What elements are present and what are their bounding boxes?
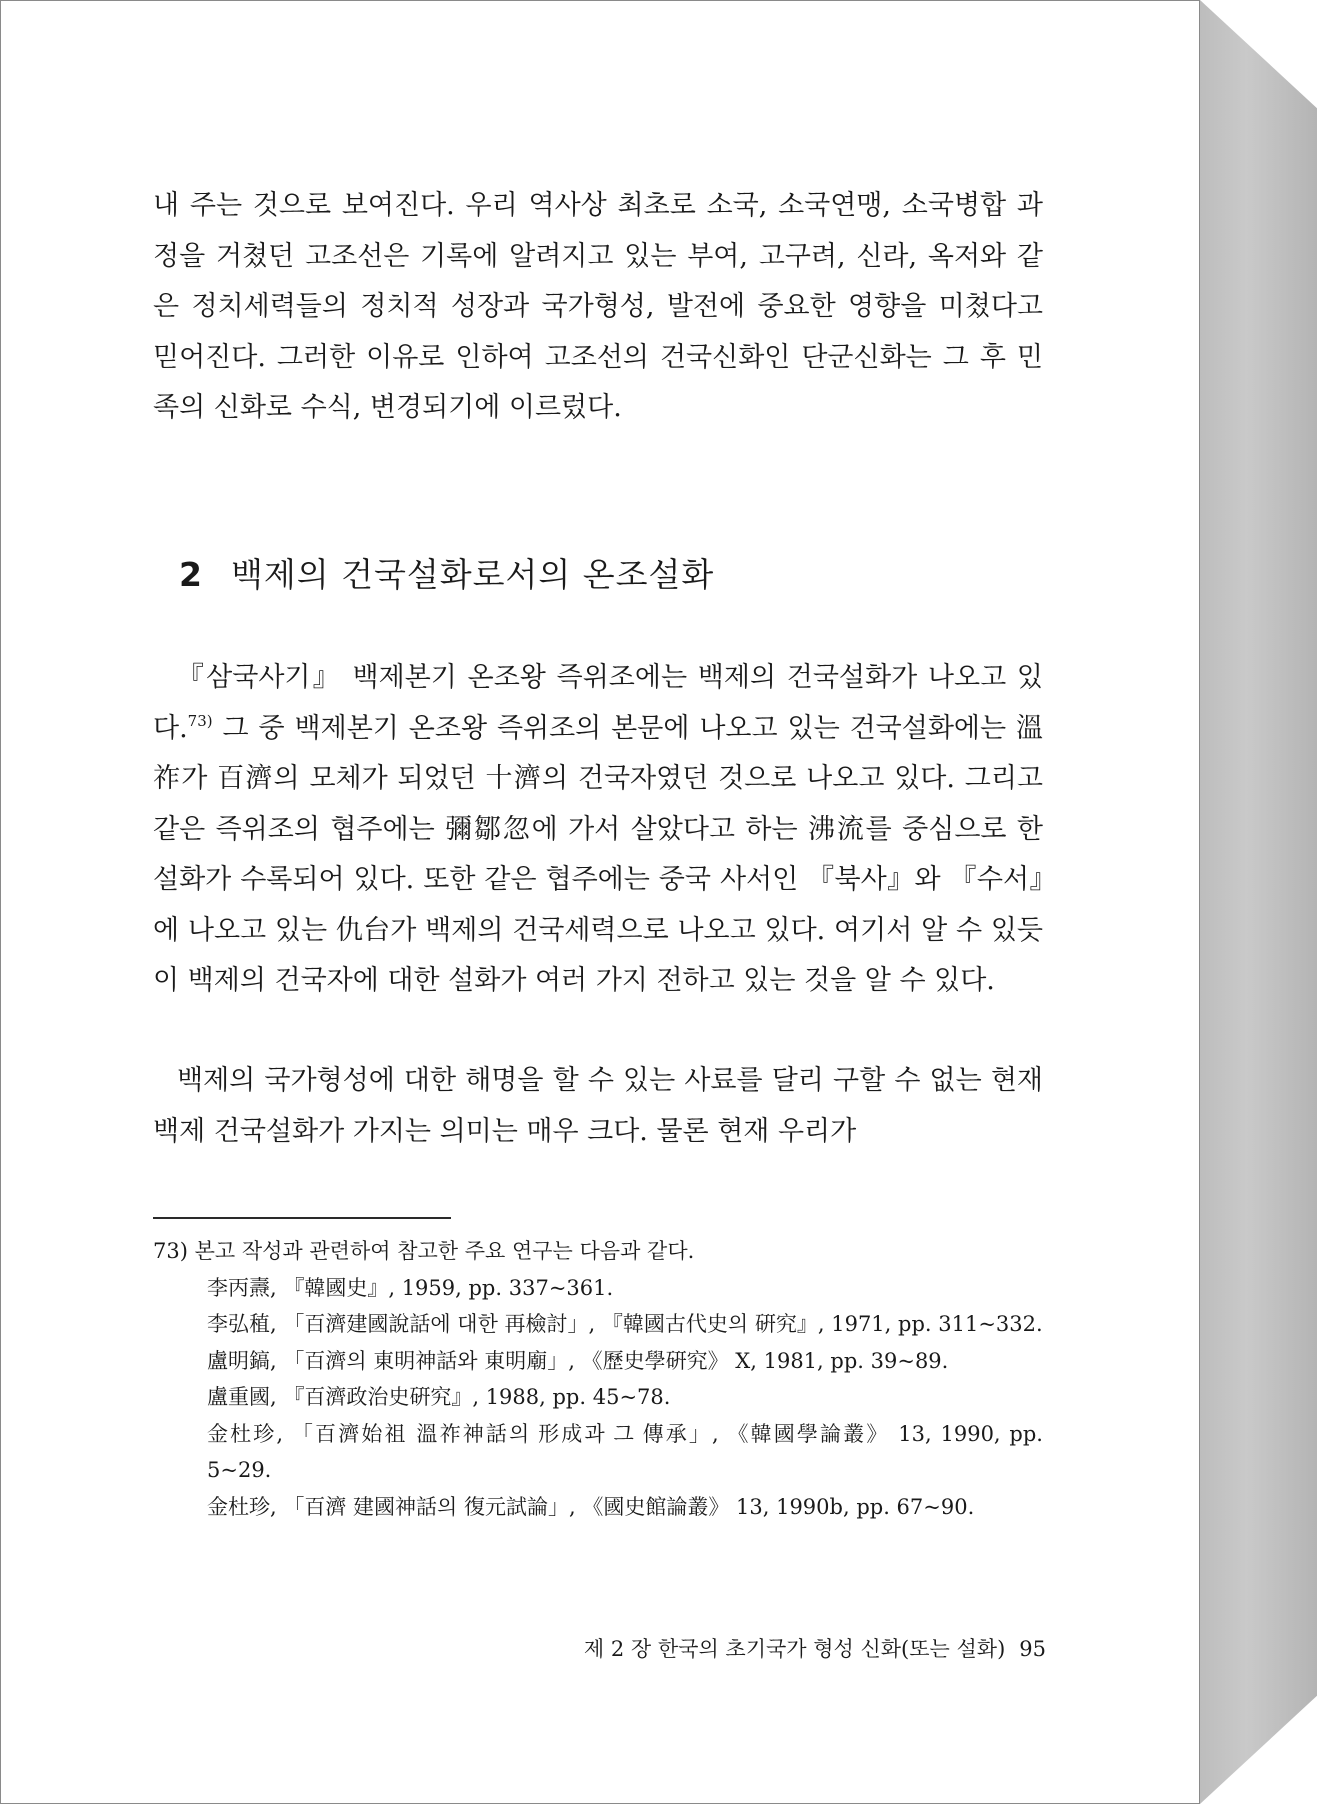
footnote-item: 盧重國, 『百濟政治史硏究』, 1988, pp. 45~78. [207,1385,671,1409]
footnote-heading: 73) 본고 작성과 관련하여 참고한 주요 연구는 다음과 같다. [153,1239,695,1263]
footnote-item: 李弘稙, 「百濟建國說話에 대한 再檢討」, 『韓國古代史의 硏究』, 1971, pp. 311~332. [207,1312,1043,1336]
running-footer [501,1633,1046,1663]
body-paragraph-2: 백제의 국가형성에 대한 해명을 할 수 있는 사료를 달리 구할 수 없는 현재 백제 건국설화가 가지는 의미는 매우 크다. 물론 현재 우리가 [153,1065,1043,1147]
body-paragraph-1-start: 『삼국사기』 백제본기 온조왕 즉위조에는 백제의 건국설화가 나오고 있다. [153,662,1043,744]
page-stack-edge [1200,0,1317,1804]
footnote-item: 金杜珍, 「百濟始祖 溫祚神話의 形成과 그 傳承」, 《韓國學論叢》 13, 1990, pp. 5~29. [207,1421,1043,1482]
intro-paragraph: 내 주는 것으로 보여진다. 우리 역사상 최초로 소국, 소국연맹, 소국병합 과정을 거쳤던 고조선은 기록에 알려지고 있는 부여, 고구려, 신라, 옥저와 같은 정치세력들의 정치적 성장과 국가형성, 발전에 중요한 영향을 미쳤다고 믿어진다. 그러한 이유로 인하여 고조선의 건국신화인 단군신화는 그 후 민족의 신화로 수식, 변경되기에 이르렀다. [153,190,1043,423]
section-number: 2 [179,555,203,594]
section-heading [179,549,714,596]
chapter-title: 제 2 장 한국의 초기국가 형성 신화(또는 설화) [583,1637,1006,1661]
page-number: 95 [1019,1637,1046,1661]
body-paragraph-1 [153,653,1043,1007]
footnotes [153,1233,1043,1525]
footnote-divider [153,1217,451,1219]
footnote-item: 盧明鎬, 「百濟의 東明神話와 東明廟」, 《歷史學硏究》 X, 1981, pp. 39~89. [207,1348,949,1373]
body-paragraph-1-rest: 그 중 백제본기 온조왕 즉위조의 본문에 나오고 있는 건국설화에는 溫祚가 百濟의 모체가 되었던 十濟의 건국자였던 것으로 나오고 있다. 그리고 같은 즉위조의 협주에는 彌鄒忽에 가서 살았다고 하는 沸流를 중심으로 한 설화가 수록되어 있다. 또한 같은 협주에는 중국 사서인 『북사』와 『수서』에 나오고 있는 仇台가 백제의 건국세력으로 나오고 있다. 여기서 알 수 있듯이 백제의 건국자에 대한 설화가 여러 가지 전하고 있는 것을 알 수 있다. [153,712,1043,996]
footnote-item: 金杜珍, 「百濟 建國神話의 復元試論」, 《國史館論叢》 13, 1990b, pp. 67~90. [207,1494,975,1519]
section-title: 백제의 건국설화로서의 온조설화 [230,555,715,594]
footnote-item: 李丙燾, 『韓國史』, 1959, pp. 337~361. [207,1275,614,1300]
footnote-reference: 73) [187,711,213,730]
